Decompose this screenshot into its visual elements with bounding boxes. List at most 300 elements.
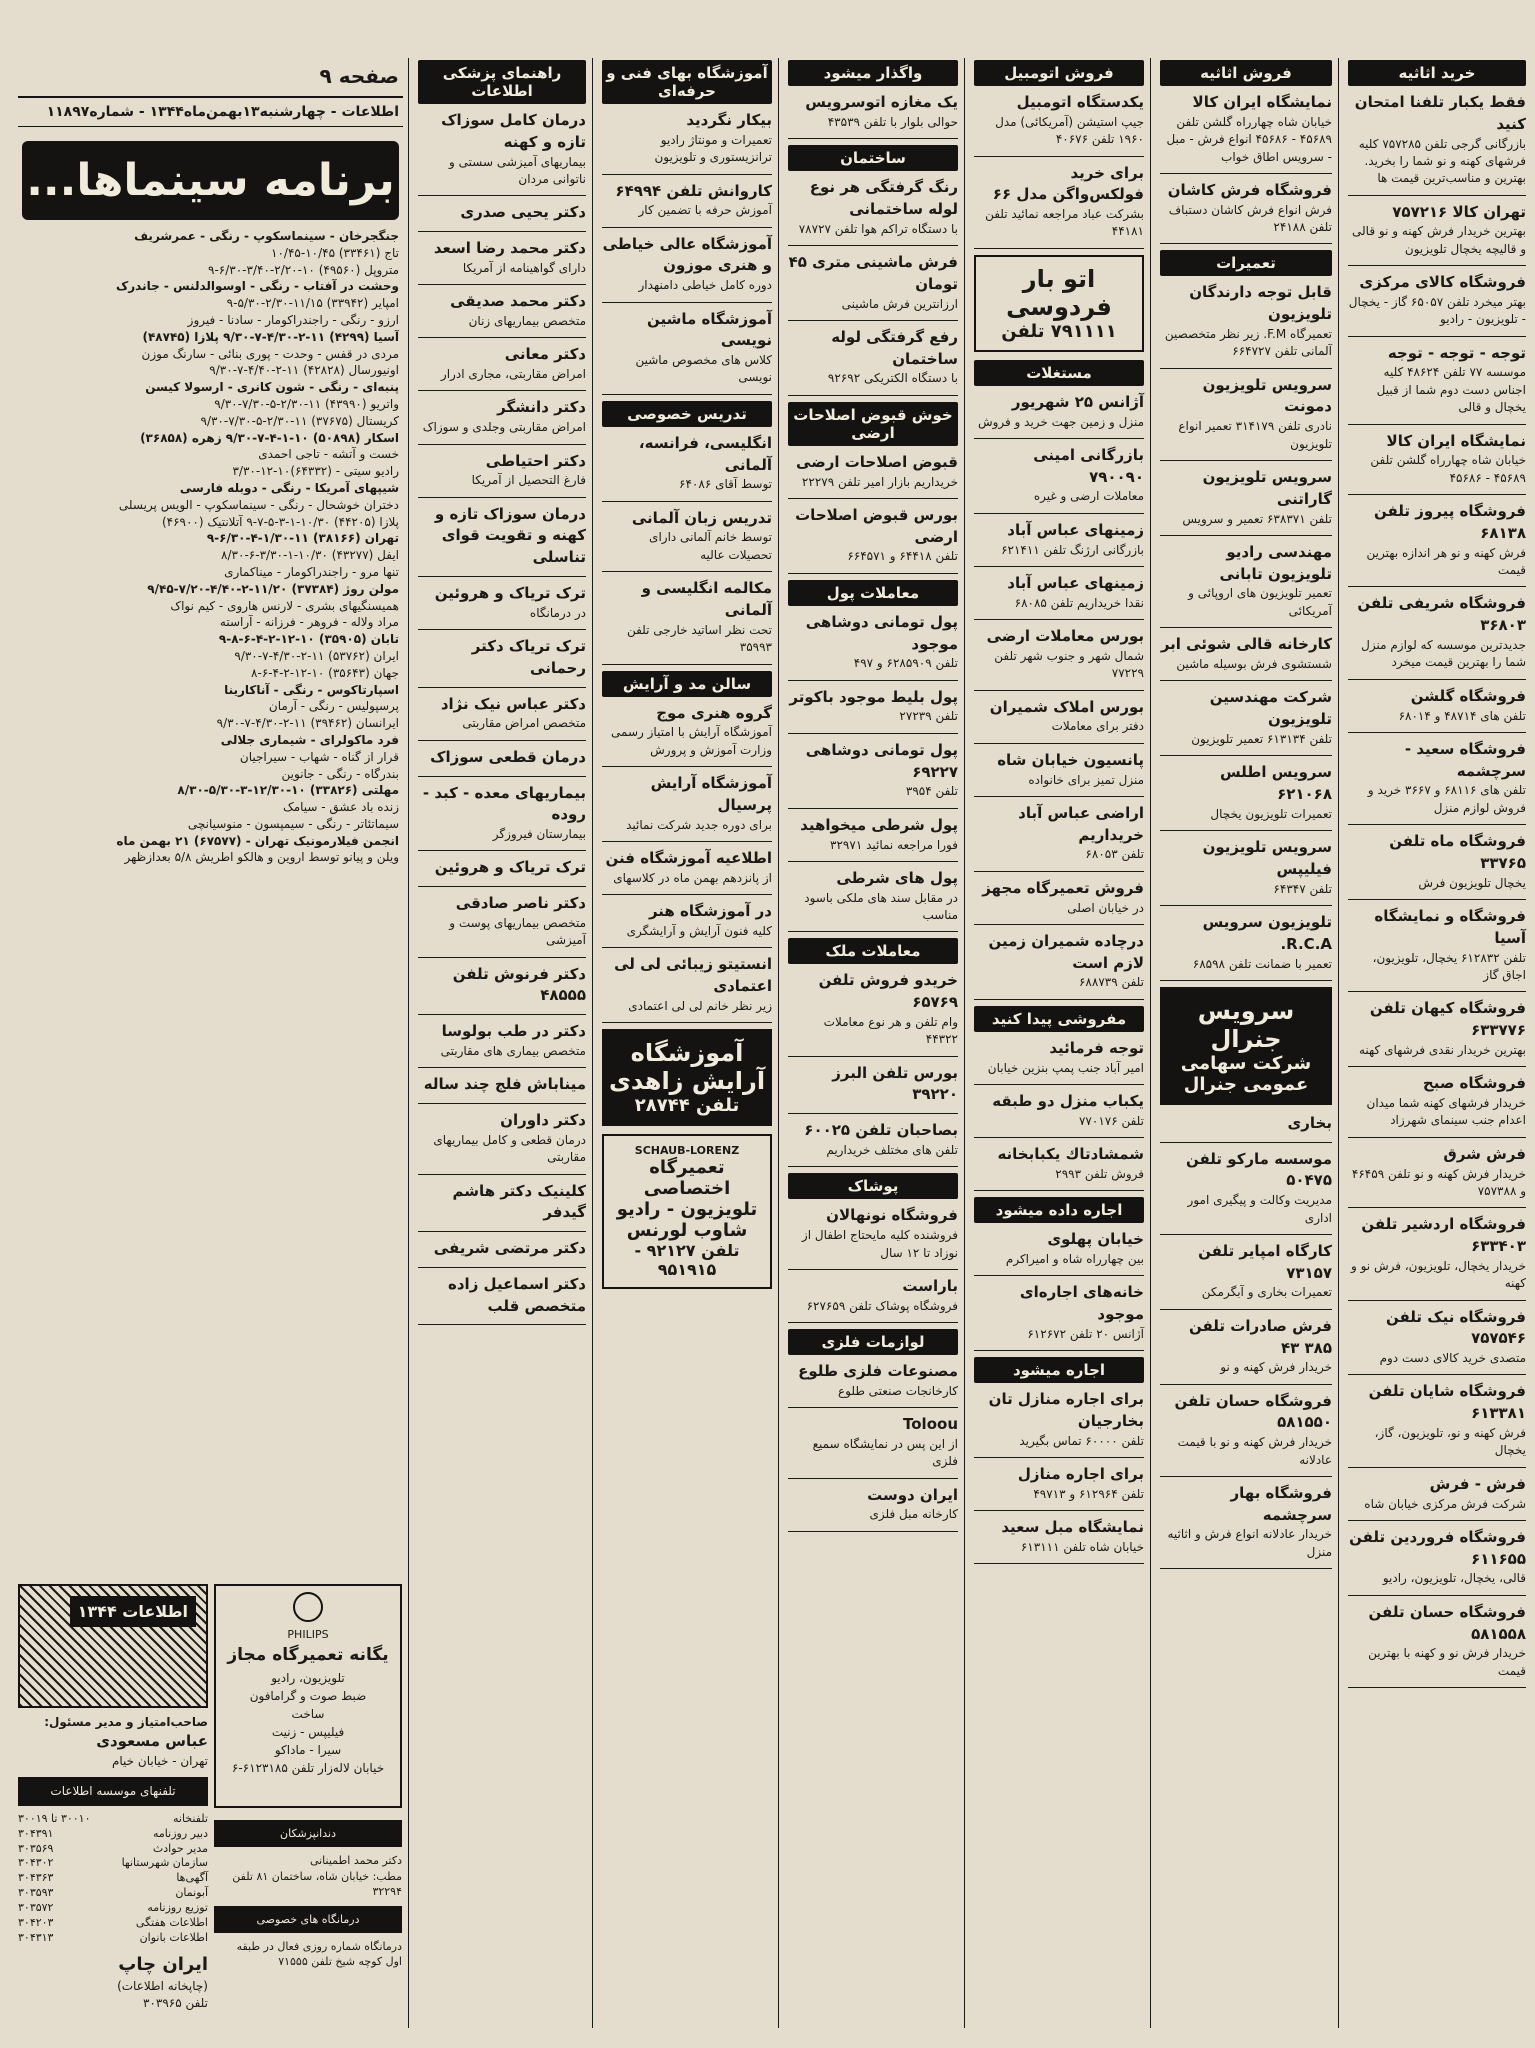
classified-ad (974, 878, 1144, 917)
ad-body: خریدار فرش کهنه و نو تلفن ۴۶۴۵۹ و ۷۵۷۳۸۸ (1351, 1166, 1526, 1198)
classified-ad (974, 697, 1144, 736)
ad-body: کارخانه مبل فلزی (869, 1507, 958, 1522)
ad-separator (1160, 755, 1332, 756)
classified-ad (1160, 762, 1332, 823)
classified-ad (788, 92, 958, 131)
classified-ad (418, 291, 586, 330)
ad-separator (788, 931, 958, 932)
ad-title: فروشگاه فرش کاشان (1167, 180, 1332, 199)
ad-body: تلفن ۶۸۰۵۳ (1085, 847, 1144, 862)
phone-number: ۳۰۰۱۰ تا ۳۰۰۱۹ (18, 1811, 91, 1825)
phone-number: ۳۰۳۵۷۲ (18, 1900, 54, 1914)
ad-separator (974, 1350, 1144, 1351)
cinema-line: مراد ولاله - فروهر - فرزانه - آراسته (219, 615, 399, 630)
column-rule (778, 58, 779, 2028)
ad-separator (418, 497, 586, 498)
cinema-line: پرسپولیس - رنگی - آرمان (268, 699, 399, 714)
repair-line: ضبط صوت و گرامافون (249, 1689, 367, 1703)
ad-title: سرویس اطلس ۶۲۱۰۶۸ (1219, 763, 1332, 803)
ad-title: دکتر معانی (504, 345, 586, 364)
classified-ad (788, 1063, 958, 1107)
ad-body: در درمانگاه (529, 605, 586, 620)
ad-title: تلویزیون سرویس R.C.A. (1202, 913, 1332, 953)
ad-separator (1160, 627, 1332, 628)
classified-ad (418, 747, 586, 769)
ad-title: انگلیسی، فرانسه، آلمانی (638, 433, 772, 474)
classified-ad (788, 1205, 958, 1262)
ad-separator (602, 894, 772, 895)
ad-separator (1160, 243, 1332, 244)
ad-separator (418, 1267, 586, 1268)
ad-separator (1160, 1309, 1332, 1310)
ad-body: تلفن ۶۰۰۰۰ تماس بگیرید (1019, 1433, 1144, 1448)
clinic-line: اول کوچه شیخ تلفن ۷۱۵۵۵ (278, 1955, 402, 1969)
display-ad-sub: ۷۹۱۱۱۱ تلفن (1001, 320, 1117, 342)
ad-separator (788, 245, 958, 246)
column-rule (592, 58, 593, 2028)
ad-separator (1348, 336, 1526, 337)
ad-separator (1348, 1467, 1526, 1468)
classified-ad (788, 1414, 958, 1471)
ad-separator (974, 924, 1144, 925)
classified-ad (1348, 686, 1526, 725)
classified-ad (788, 452, 958, 491)
ad-separator (1348, 1687, 1526, 1688)
ad-body: بیمارستان فیروزگر (492, 827, 586, 842)
ad-title: دکتر عباس نیک نژاد (440, 694, 586, 713)
cinema-line: ایران (۵۳۷۶۲) ۱۱-۲-۴/۳۰-۷-۹/۳۰ (234, 648, 399, 663)
section-header: لوازمات فلزی (788, 1329, 958, 1355)
classified-ad (1160, 1316, 1332, 1377)
classified-ad (1160, 837, 1332, 898)
phone-row (18, 1886, 208, 1901)
classified-ad (1348, 92, 1526, 188)
display-ad-phone: تلفن ۹۲۱۲۷ - ۹۵۱۹۱۵ (634, 1241, 740, 1280)
ad-body: امراض مقاربتی، مجاری ادرار (440, 367, 586, 382)
ad-body: نادری تلفن ۳۱۴۱۷۹ تعمیر انواع تلویزیون (1178, 419, 1332, 451)
classified-ad (788, 327, 958, 388)
classified-ad (974, 1038, 1144, 1077)
ad-title: دکتر یحیی صدری (460, 203, 586, 222)
classified-ad (602, 954, 772, 1015)
ad-separator (418, 444, 586, 445)
ad-body: فرش انواع فرش کاشان دستباف تلفن ۲۴۱۸۸ (1168, 202, 1332, 235)
section-header: فروش اثاثیه (1160, 60, 1332, 86)
section-header: اجاره میشود (974, 1357, 1144, 1383)
ad-title: توجه فرمائید (1049, 1038, 1144, 1057)
ad-title: پانسیون خیابان شاه (997, 750, 1144, 769)
ad-body: تعمیرات بخاری و آبگرمکن (1201, 1285, 1332, 1300)
display-ad-title: اتو بار فردوسی (1006, 264, 1112, 321)
column-rule (408, 58, 409, 2028)
ad-body: بهترین خریدار نقدی فرشهای کهنه (1358, 1042, 1526, 1057)
phone-row (18, 1856, 208, 1871)
ad-title: فروشگاه شریفی تلفن ۳۶۸۰۳ (1357, 594, 1526, 635)
ad-separator (1348, 195, 1526, 196)
ad-body: متخصص بیماریهای زنان (468, 313, 586, 328)
ad-separator (418, 576, 586, 577)
classified-ad (602, 578, 772, 656)
ad-body: تعمیرات تلویزیون یخچال (1210, 806, 1332, 821)
ad-body: قالی، یخچال، تلویزیون، رادیو (1382, 1571, 1526, 1586)
cinema-line: ایرانسان (۳۹۴۶۲) ۱۱-۲-۴/۳۰-۷-۹/۳۰ (216, 716, 399, 731)
ad-body: متصدی خرید کالای دست دوم (1379, 1351, 1526, 1366)
ad-separator (788, 320, 958, 321)
cinema-line: ویلن و پیانو توسط اروین و هالکو اطریش ۵/۸ بعدازظهر (124, 850, 399, 865)
ad-separator (788, 1322, 958, 1323)
owner-title: صاحب‌امتیاز و مدیر مسئول: (44, 1715, 208, 1729)
classified-ad (418, 451, 586, 490)
ad-separator (1348, 1595, 1526, 1596)
classified-ad (1160, 687, 1332, 748)
ad-title: فروشگاه نیک تلفن ۷۵۷۵۴۶ (1385, 1307, 1526, 1348)
ad-title: رفع گرفتگی لوله ساختمان (831, 327, 958, 368)
ad-title: درمان سوزاک تازه و کهنه و تقویت قوای تناسلی (434, 504, 586, 567)
phone-label: توزیع روزنامه (147, 1900, 208, 1914)
ad-separator (1348, 732, 1526, 733)
phone-row (18, 1901, 208, 1916)
cinema-line: کریستال (۳۷۶۷۵) ۱۱-۲/۳۰-۵-۷/۳۰-۹/۳۰ (200, 413, 399, 428)
cinema-list (18, 228, 403, 866)
classified-ad (788, 252, 958, 313)
classified-ad (974, 1144, 1144, 1183)
ad-title: خریدو فروش تلفن ۶۵۷۶۹ (818, 971, 958, 1012)
classified-ad (974, 1229, 1144, 1268)
classified-ad (602, 110, 772, 167)
section-header: راهنمای پزشکی اطلاعات (418, 60, 586, 104)
phone-label: اطلاعات هفتگی (135, 1915, 208, 1929)
cinema-line: مهلتی (۳۳۸۲۶) ۱۰-۱۲/۳۰-۳-۵/۳۰-۸/۳۰ (177, 783, 399, 798)
classified-ad (1348, 202, 1526, 259)
classified-ad (418, 694, 586, 733)
ad-body: جدیدترین موسسه که لوازم منزل شما را بهترین قیمت میخرد (1361, 637, 1526, 670)
ad-separator (788, 138, 958, 139)
section-header: اجاره داده میشود (974, 1197, 1144, 1223)
ad-body: بهترین خریدار فرش کهنه و نو قالی و قالیچه یخچال تلویزیون (1352, 224, 1526, 256)
ad-separator (974, 566, 1144, 567)
ad-title: فرش - فرش (1429, 1474, 1526, 1493)
classified-ad (788, 868, 958, 925)
masthead (18, 56, 403, 866)
ad-title: فروشگاه شایان تلفن ۶۱۳۳۸۱ (1368, 1382, 1526, 1423)
ad-body: متخصص امراض مقاربتی (462, 716, 586, 731)
clinic-line: درمانگاه شماره روزی فعال در طبقه (236, 1939, 402, 1953)
classified-ad (418, 964, 586, 1008)
ad-body: بیماریهای آمیزشی سستی و ناتوانی مردان (449, 154, 586, 186)
phone-row (18, 1827, 208, 1842)
classified-ad (1160, 1113, 1332, 1135)
classified-ad (974, 1517, 1144, 1556)
repair-lines (222, 1669, 394, 1777)
ad-body: خریدار فرش کهنه و نو با قیمت عادلانه (1177, 1435, 1332, 1467)
cinema-line: آسیا (۴۲۹۹) ۱۱-۲-۴/۳۰-۷-۹/۳۰ پلازا (۴۸۷۴۵) (142, 329, 399, 344)
ad-separator (974, 619, 1144, 620)
repair-line: فیلیپس - زنیت (271, 1725, 345, 1739)
ad-body: خریدار فرش نو و کهنه با بهترین قیمت (1368, 1646, 1526, 1678)
ad-title: قابل توجه دارندگان تلویزیون (1189, 283, 1332, 324)
section-header: پوشاک (788, 1173, 958, 1199)
ad-separator (418, 740, 586, 741)
ad-body: تعمیر با ضمانت تلفن ۶۸۵۹۸ (1192, 956, 1332, 971)
ad-separator (1348, 424, 1526, 425)
cinema-line: تنها مرو - راجندراکومار - میناکماری (224, 564, 399, 579)
classified-ad (418, 504, 586, 569)
ad-separator (788, 861, 958, 862)
ad-separator (418, 231, 586, 232)
phones-title: تلفنهای موسسه اطلاعات (18, 1777, 208, 1806)
ad-separator (418, 850, 586, 851)
ad-body: کلیه فنون آرایش و آرایشگری (626, 923, 772, 938)
section-header: آموزشگاه بهای فنی و حرفه‌ای (602, 60, 772, 104)
classified-ad (1160, 180, 1332, 237)
ad-title: دکتر در طب بولوسا (441, 1022, 586, 1041)
classified-ad (788, 815, 958, 854)
phone-label: آبونمان (175, 1886, 208, 1900)
ad-title: دکتر احتیاطی (485, 451, 586, 470)
ad-separator (418, 776, 586, 777)
ad-body: فرش کهنه و نو، تلویزیون، گاز، یخچال (1374, 1425, 1526, 1458)
ad-title: فروشگاه سعید - سرچشمه (1404, 739, 1526, 780)
classified-ad (602, 773, 772, 834)
ad-title: بورس معاملات ارضی (986, 627, 1144, 646)
classified-ad (418, 636, 586, 680)
dentists-title: دندانپزشکان (214, 1820, 402, 1847)
classified-ad (974, 626, 1144, 683)
ad-body: مدیریت وکالت و پیگیری امور اداری (1187, 1193, 1332, 1225)
dentists-section (214, 1814, 402, 1970)
ad-separator (974, 1190, 1144, 1191)
classified-ad (1160, 1241, 1332, 1302)
ad-title: باراست (902, 1276, 958, 1295)
repair-line: تلویزیون، رادیو (271, 1671, 345, 1685)
ad-body: شمال شهر و جنوب شهر تلفن ۷۷۲۲۹ (994, 648, 1144, 681)
dentists-lines (214, 1853, 402, 1899)
ad-separator (1348, 1137, 1526, 1138)
classified-ad (602, 433, 772, 494)
classified-ad (974, 573, 1144, 612)
ad-body: منزل تمیز برای خانواده (1028, 772, 1144, 787)
section-header: سالن مد و آرایش (602, 671, 772, 697)
ad-body: فورا مراجعه نمائید ۳۲۹۷۱ (830, 837, 958, 852)
ad-body: خریداریم بازار امیر تلفن ۲۲۲۷۹ (801, 474, 958, 489)
display-ad (1160, 987, 1332, 1105)
classified-ad (418, 1074, 586, 1096)
cinema-line: تابان (۳۵۹۰۵) ۱۰-۱۲-۲-۴-۶-۸-۹ (218, 632, 399, 647)
column-rule (1338, 58, 1339, 2028)
phone-number: ۳۰۴۳۰۲ (18, 1856, 54, 1870)
ad-body: متخصص بیماری های مقاربتی (440, 1043, 586, 1058)
section-header: واگذار میشود (788, 60, 958, 86)
ad-body: تعمیرات و مونتاژ رادیو ترانزیستوری و تلویزیون (654, 132, 772, 165)
ad-title: دکتر اسماعیل زاده متخصص قلب (448, 1274, 586, 1315)
ad-body: معاملات ارضی و غیره (1033, 489, 1144, 504)
cinema-line: همیسنگیهای بشری - لارنس هاروی - کیم نواک (170, 598, 399, 613)
ad-separator (788, 1407, 958, 1408)
cinema-line: ارزو - رنگی - راجندراکومار - سادنا - فیروز (187, 312, 399, 327)
ad-separator (602, 1022, 772, 1023)
ad-title: پول تومانی دوشاهی موجود (805, 612, 958, 653)
classified-ad (418, 583, 586, 622)
cinema-line: جنگجرخان - سینماسکوپ - رنگی - عمرشریف (134, 229, 399, 243)
classified-ad (974, 1464, 1144, 1503)
dentist-line: مطب: خیابان شاه، ساختمان ۸۱ تلفن ۳۲۲۹۴ (232, 1869, 402, 1899)
classified-ad (418, 344, 586, 383)
ad-body: دارای گواهینامه از آمریکا (462, 260, 586, 275)
classified-ad (1160, 467, 1332, 528)
cinema-line: قرار از گناه - شهاب - سیراجیان (239, 749, 399, 764)
column-cars-realestate (968, 58, 1150, 2028)
printer-sub: (چاپخانه اطلاعات) (117, 1978, 208, 1993)
ad-separator (788, 573, 958, 574)
ad-title: فروشگاه کالای مرکزی (1359, 273, 1526, 292)
ad-title: ترک تریاک دکتر رحمانی (471, 637, 586, 677)
ad-separator (974, 1510, 1144, 1511)
ad-body: وام تلفن و هر نوع معاملات ۴۴۳۲۲ (823, 1014, 958, 1047)
ad-body: بین چهارراه شاه و امیراکرم (1005, 1252, 1144, 1267)
ad-title: فروشگاه و نمایشگاه آسیا (1374, 907, 1526, 947)
phone-row (18, 1842, 208, 1857)
owner-name: عباس مسعودی (96, 1732, 208, 1751)
ad-separator (974, 999, 1144, 1000)
phone-row (18, 1871, 208, 1886)
ad-separator (788, 395, 958, 396)
phone-number: ۳۰۴۳۱۳ (18, 1930, 54, 1944)
ad-body: بشرکت عباد مراجعه نمائید تلفن ۴۴۱۸۱ (985, 207, 1144, 239)
repair-line: سیرا - ماداکو (274, 1743, 342, 1757)
ad-body: فرش کهنه و نو هر اندازه بهترین قیمت (1366, 545, 1526, 578)
classified-ad (974, 163, 1144, 241)
phone-label: اطلاعات بانوان (139, 1930, 208, 1944)
ad-separator (1160, 980, 1332, 981)
ad-body: فارغ التحصیل از آمریکا (471, 473, 586, 488)
ad-body: تلفن ۶۸۸۷۳۹ (1078, 975, 1144, 990)
ad-title: برای خرید فولکس‌واگن مدل ۶۶ (992, 163, 1144, 204)
dentist-line: دکتر محمد اطمینانی (309, 1854, 402, 1868)
ad-title: فرش صادرات تلفن ۳۸۵ ۴۳ (1188, 1316, 1332, 1357)
ad-body: دفتر برای معاملات (1051, 719, 1144, 734)
ad-body: کارخانجات صنعتی طلوع (837, 1383, 958, 1398)
ad-separator (974, 1457, 1144, 1458)
classified-ad (1348, 1307, 1526, 1368)
classified-ad (974, 520, 1144, 559)
ad-title: کاروانش تلفن ۶۴۹۹۴ (615, 181, 772, 200)
classified-ad (788, 1361, 958, 1400)
section-header: خرید اثاثیه (1348, 60, 1526, 86)
ad-body: بازرگانی گرجی تلفن ۷۵۷۲۸۵ کلیه فرشهای کهنه و نو شما را بخرید. بهترین و مناسب‌ترین قیمت ها (1358, 136, 1526, 186)
ad-separator (418, 1067, 586, 1068)
classified-ad (418, 857, 586, 879)
section-header: مفروشی پیدا کنید (974, 1006, 1144, 1032)
ad-separator (788, 680, 958, 681)
phone-row (18, 1812, 208, 1827)
address: تهران - خیابان خیام (111, 1754, 208, 1769)
classified-ad (1160, 282, 1332, 360)
ad-title: فرش شرق (1443, 1144, 1526, 1163)
phones-list (18, 1812, 208, 1946)
ad-body: کلاس های مخصوص ماشین نویسی (635, 353, 772, 385)
display-ad-sub: شاوب لورنس (626, 1220, 748, 1242)
ad-body: فروشگاه پوشاک تلفن ۶۲۷۶۵۹ (806, 1298, 958, 1313)
ad-title: کلینیک دکتر هاشم گیدفر (452, 1181, 586, 1222)
classified-ad (418, 1274, 586, 1318)
ad-separator (602, 571, 772, 572)
ad-separator (1160, 905, 1332, 906)
ad-title: پول تومانی دوشاهی ۶۹۲۲۷ (805, 740, 958, 781)
display-ad-sub: تلویزیون - رادیو (616, 1199, 758, 1221)
ad-title: فروشگاه صبح (1422, 1074, 1526, 1093)
classified-ad (1348, 1474, 1526, 1513)
ad-title: قبوض اصلاحات ارضی (796, 452, 958, 471)
classified-ad (602, 848, 772, 887)
ad-title: دکتر دانشگر (497, 398, 586, 417)
ad-title: رنگ گرفتگی هر نوع لوله ساختمانی (809, 178, 958, 218)
ad-body: خیابان شاه چهارراه گلشن تلفن ۴۵۶۸۹ - ۴۵۶۸۶ (1370, 453, 1526, 485)
classified-ad (1160, 1483, 1332, 1561)
ad-separator (602, 841, 772, 842)
brand-name: SCHAUB-LORENZ (634, 1144, 740, 1158)
ad-title: سرویس تلویزیون فیلیپس (1202, 838, 1332, 878)
ad-separator (1348, 991, 1526, 992)
ad-body: متخصص بیماریهای پوست و آمیزشی (449, 915, 586, 948)
ad-body: آموزش حرفه با تضمین کار (638, 203, 772, 218)
section-header: خوش قبوض اصلاحات ارضی (788, 402, 958, 446)
phone-label: تلفنخانه (173, 1811, 208, 1825)
ad-separator (788, 498, 958, 499)
classified-ad (788, 612, 958, 673)
ad-title: مهندسی رادیو تلویزیون تابانی (1219, 542, 1332, 583)
classified-ad (1348, 739, 1526, 817)
ad-separator (974, 1563, 1144, 1564)
classified-ad (974, 1389, 1144, 1450)
printer-phone: تلفن ۳۰۳۹۶۵ (142, 1996, 208, 2010)
ad-separator (1348, 1066, 1526, 1067)
ad-separator (974, 690, 1144, 691)
ad-separator (602, 766, 772, 767)
ad-title: زمینهای عباس آباد (1007, 520, 1144, 539)
ad-title: فروشگاه نونهالان (826, 1206, 958, 1225)
ad-title: ترک تریاک و هروئین (434, 583, 586, 602)
display-ad-title: تعمیرگاه اختصاصی (643, 1157, 731, 1200)
ad-separator (602, 501, 772, 502)
column-buy-furniture (1342, 58, 1532, 2028)
ad-body: توسط خانم آلمانی دارای تحصیلات عالیه (649, 530, 772, 562)
cinema-line: مولن روژ (۳۷۳۸۴) ۱۱/۲۰-۲-۴/۴۰-۷/۲۰-۹/۴۵ (147, 581, 399, 596)
ad-separator (1160, 460, 1332, 461)
phone-label: مدیر حوادث (152, 1841, 208, 1855)
ad-title: مصنوعات فلزی طلوع (798, 1362, 958, 1381)
ad-title: فرش ماشینی متری ۴۵ تومان (788, 253, 958, 293)
ad-title: تهران کالا ۷۵۷۲۱۶ (1392, 202, 1526, 221)
ad-separator (1348, 1207, 1526, 1208)
ad-separator (974, 743, 1144, 744)
classified-ad (602, 234, 772, 295)
ad-body: تلفن ۶۴۳۴۷ (1273, 881, 1332, 896)
ad-body: فروشنده کلیه مایحتاج اطفال از نوزاد تا ۱۲ سال (801, 1228, 958, 1260)
classified-ad (1160, 542, 1332, 620)
ad-title: زمینهای عباس آباد (1007, 573, 1144, 592)
cinema-line: اونیورسال (۴۲۸۲۸) ۱۱-۲-۴/۴۰-۷-۹/۳۰ (209, 363, 399, 378)
classified-ad (602, 703, 772, 760)
ad-body: شرکت فرش مرکزی خیابان شاه (1364, 1496, 1526, 1511)
ad-title: فروشگاه حسان تلفن ۵۸۱۵۵۰ (1174, 1391, 1332, 1432)
ad-separator (1160, 1476, 1332, 1477)
ad-title: پول های شرطی (836, 868, 958, 887)
ad-separator (418, 629, 586, 630)
section-header: تدریس خصوصی (602, 401, 772, 427)
ad-separator (418, 390, 586, 391)
ad-title: فروشگاه حسان تلفن ۵۸۱۵۵۸ (1368, 1602, 1526, 1643)
page-number: صفحه ۹ (18, 56, 403, 98)
